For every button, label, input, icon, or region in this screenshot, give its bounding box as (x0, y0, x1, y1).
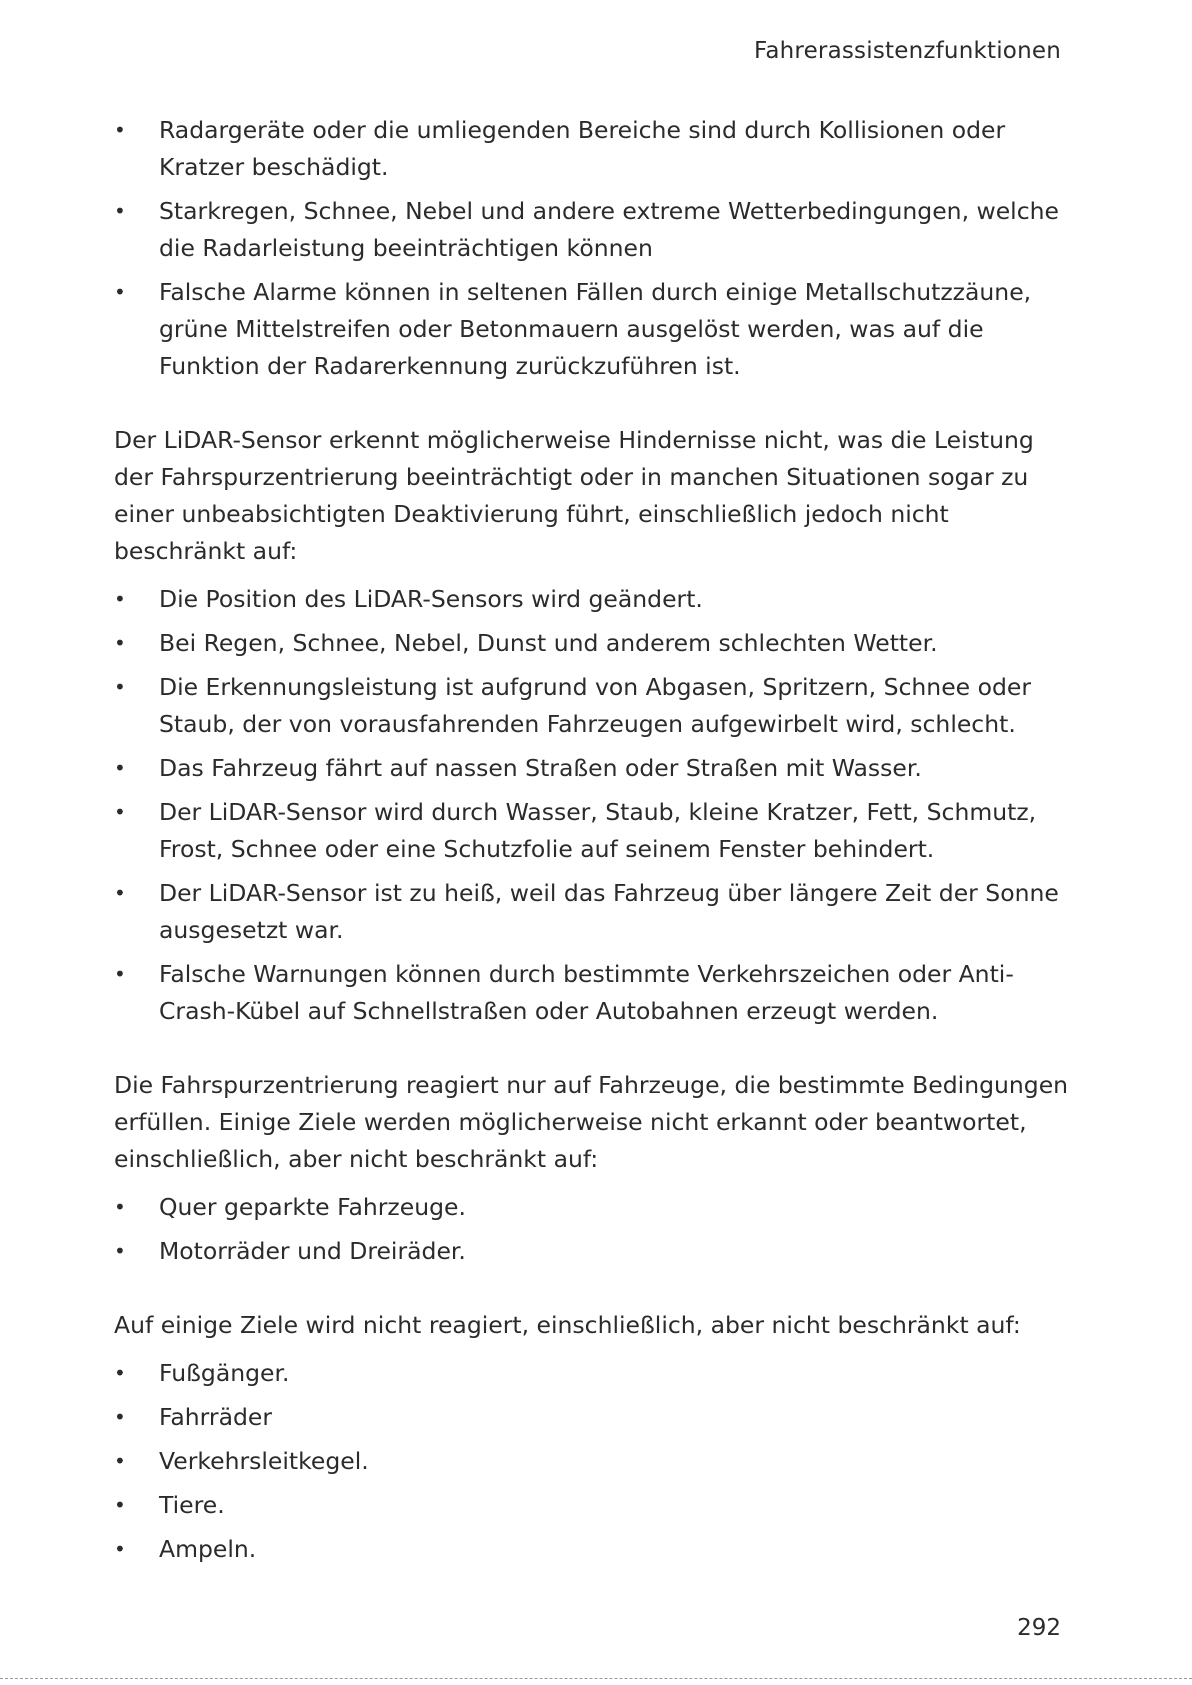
list-item (114, 274, 1074, 385)
bullet-icon: • (114, 280, 126, 304)
list-item-text: Tiere. (159, 1491, 225, 1519)
list-item (114, 625, 1074, 662)
bullet-icon: • (114, 800, 126, 824)
list-item (114, 1487, 1074, 1524)
bullet-icon: • (114, 1361, 126, 1385)
list-item-text: Verkehrsleitkegel. (159, 1447, 369, 1475)
undetected-targets-list (114, 1189, 1074, 1270)
bullet-icon: • (114, 587, 126, 611)
list-item (114, 956, 1074, 1030)
list-item (114, 193, 1074, 267)
list-item-text: Starkregen, Schnee, Nebel und andere extreme Wetterbedingungen, welche die Radarleistung beeinträchtigen können (159, 197, 1059, 262)
list-item-text: Fußgänger. (159, 1359, 290, 1387)
ignored-targets-paragraph: Auf einige Ziele wird nicht reagiert, einschließlich, aber nicht beschränkt auf: (114, 1311, 1021, 1339)
list-item-text: Der LiDAR-Sensor wird durch Wasser, Staub, kleine Kratzer, Fett, Schmutz, Frost, Schnee oder eine Schutzfolie auf seinem Fenster behindert. (159, 798, 1037, 863)
list-item-text: Falsche Alarme können in seltenen Fällen durch einige Metallschutzzäune, grüne Mittelstreifen oder Betonmauern ausgelöst werden, was auf die Funktion der Radarerkennung zurückzuführen ist. (159, 278, 1032, 380)
list-item-text: Motorräder und Dreiräder. (159, 1237, 466, 1265)
page-header-title: Fahrerassistenzfunktionen (754, 38, 1061, 64)
list-item (114, 1355, 1074, 1392)
list-item-text: Die Position des LiDAR-Sensors wird geändert. (159, 585, 703, 613)
list-item-text: Quer geparkte Fahrzeuge. (159, 1193, 466, 1221)
page-number: 292 (1017, 1615, 1061, 1641)
bullet-icon: • (114, 1405, 126, 1429)
list-item-text: Ampeln. (159, 1535, 257, 1563)
lane-centering-targets-paragraph: Die Fahrspurzentrierung reagiert nur auf Fahrzeuge, die bestimmte Bedingungen erfüllen. Einige Ziele werden möglicherweise nicht erkannt oder beantwortet, einschließlich, aber nicht beschränkt auf: (114, 1071, 1069, 1173)
list-item (114, 1233, 1074, 1270)
bullet-icon: • (114, 1493, 126, 1517)
list-item-text: Fahrräder (159, 1403, 273, 1431)
list-item (114, 875, 1074, 949)
bullet-icon: • (114, 118, 126, 142)
bullet-icon: • (114, 1239, 126, 1263)
bullet-icon: • (114, 962, 126, 986)
bullet-icon: • (114, 1449, 126, 1473)
page-content (114, 112, 1074, 1575)
bullet-icon: • (114, 1195, 126, 1219)
list-item (114, 1399, 1074, 1436)
list-item (114, 1443, 1074, 1480)
list-item (114, 112, 1074, 186)
list-item (114, 1189, 1074, 1226)
bullet-icon: • (114, 675, 126, 699)
list-item-text: Die Erkennungsleistung ist aufgrund von Abgasen, Spritzern, Schnee oder Staub, der von vorausfahrenden Fahrzeugen aufgewirbelt wird, schlecht. (159, 673, 1031, 738)
list-item (114, 794, 1074, 868)
bullet-icon: • (114, 756, 126, 780)
list-item-text: Bei Regen, Schnee, Nebel, Dunst und anderem schlechten Wetter. (159, 629, 938, 657)
radar-limitations-list (114, 112, 1074, 385)
bullet-icon: • (114, 631, 126, 655)
list-item (114, 669, 1074, 743)
list-item-text: Das Fahrzeug fährt auf nassen Straßen oder Straßen mit Wasser. (159, 754, 922, 782)
lidar-intro-paragraph: Der LiDAR-Sensor erkennt möglicherweise Hindernisse nicht, was die Leistung der Fahrspurzentrierung beeinträchtigt oder in manchen Situationen sogar zu einer unbeabsichtigten Deaktivierung führt, einschließlich jedoch nicht beschränkt auf: (114, 426, 1034, 565)
ignored-targets-list (114, 1355, 1074, 1568)
bullet-icon: • (114, 199, 126, 223)
list-item (114, 581, 1074, 618)
list-item-text: Falsche Warnungen können durch bestimmte Verkehrszeichen oder Anti-Crash-Kübel auf Schnellstraßen oder Autobahnen erzeugt werden. (159, 960, 1014, 1025)
bullet-icon: • (114, 1537, 126, 1561)
list-item (114, 750, 1074, 787)
list-item-text: Der LiDAR-Sensor ist zu heiß, weil das Fahrzeug über längere Zeit der Sonne ausgesetzt war. (159, 879, 1059, 944)
list-item-text: Radargeräte oder die umliegenden Bereiche sind durch Kollisionen oder Kratzer beschädigt. (159, 116, 1006, 181)
list-item (114, 1531, 1074, 1568)
bottom-divider (0, 1678, 1192, 1679)
bullet-icon: • (114, 881, 126, 905)
lidar-limitations-list (114, 581, 1074, 1030)
